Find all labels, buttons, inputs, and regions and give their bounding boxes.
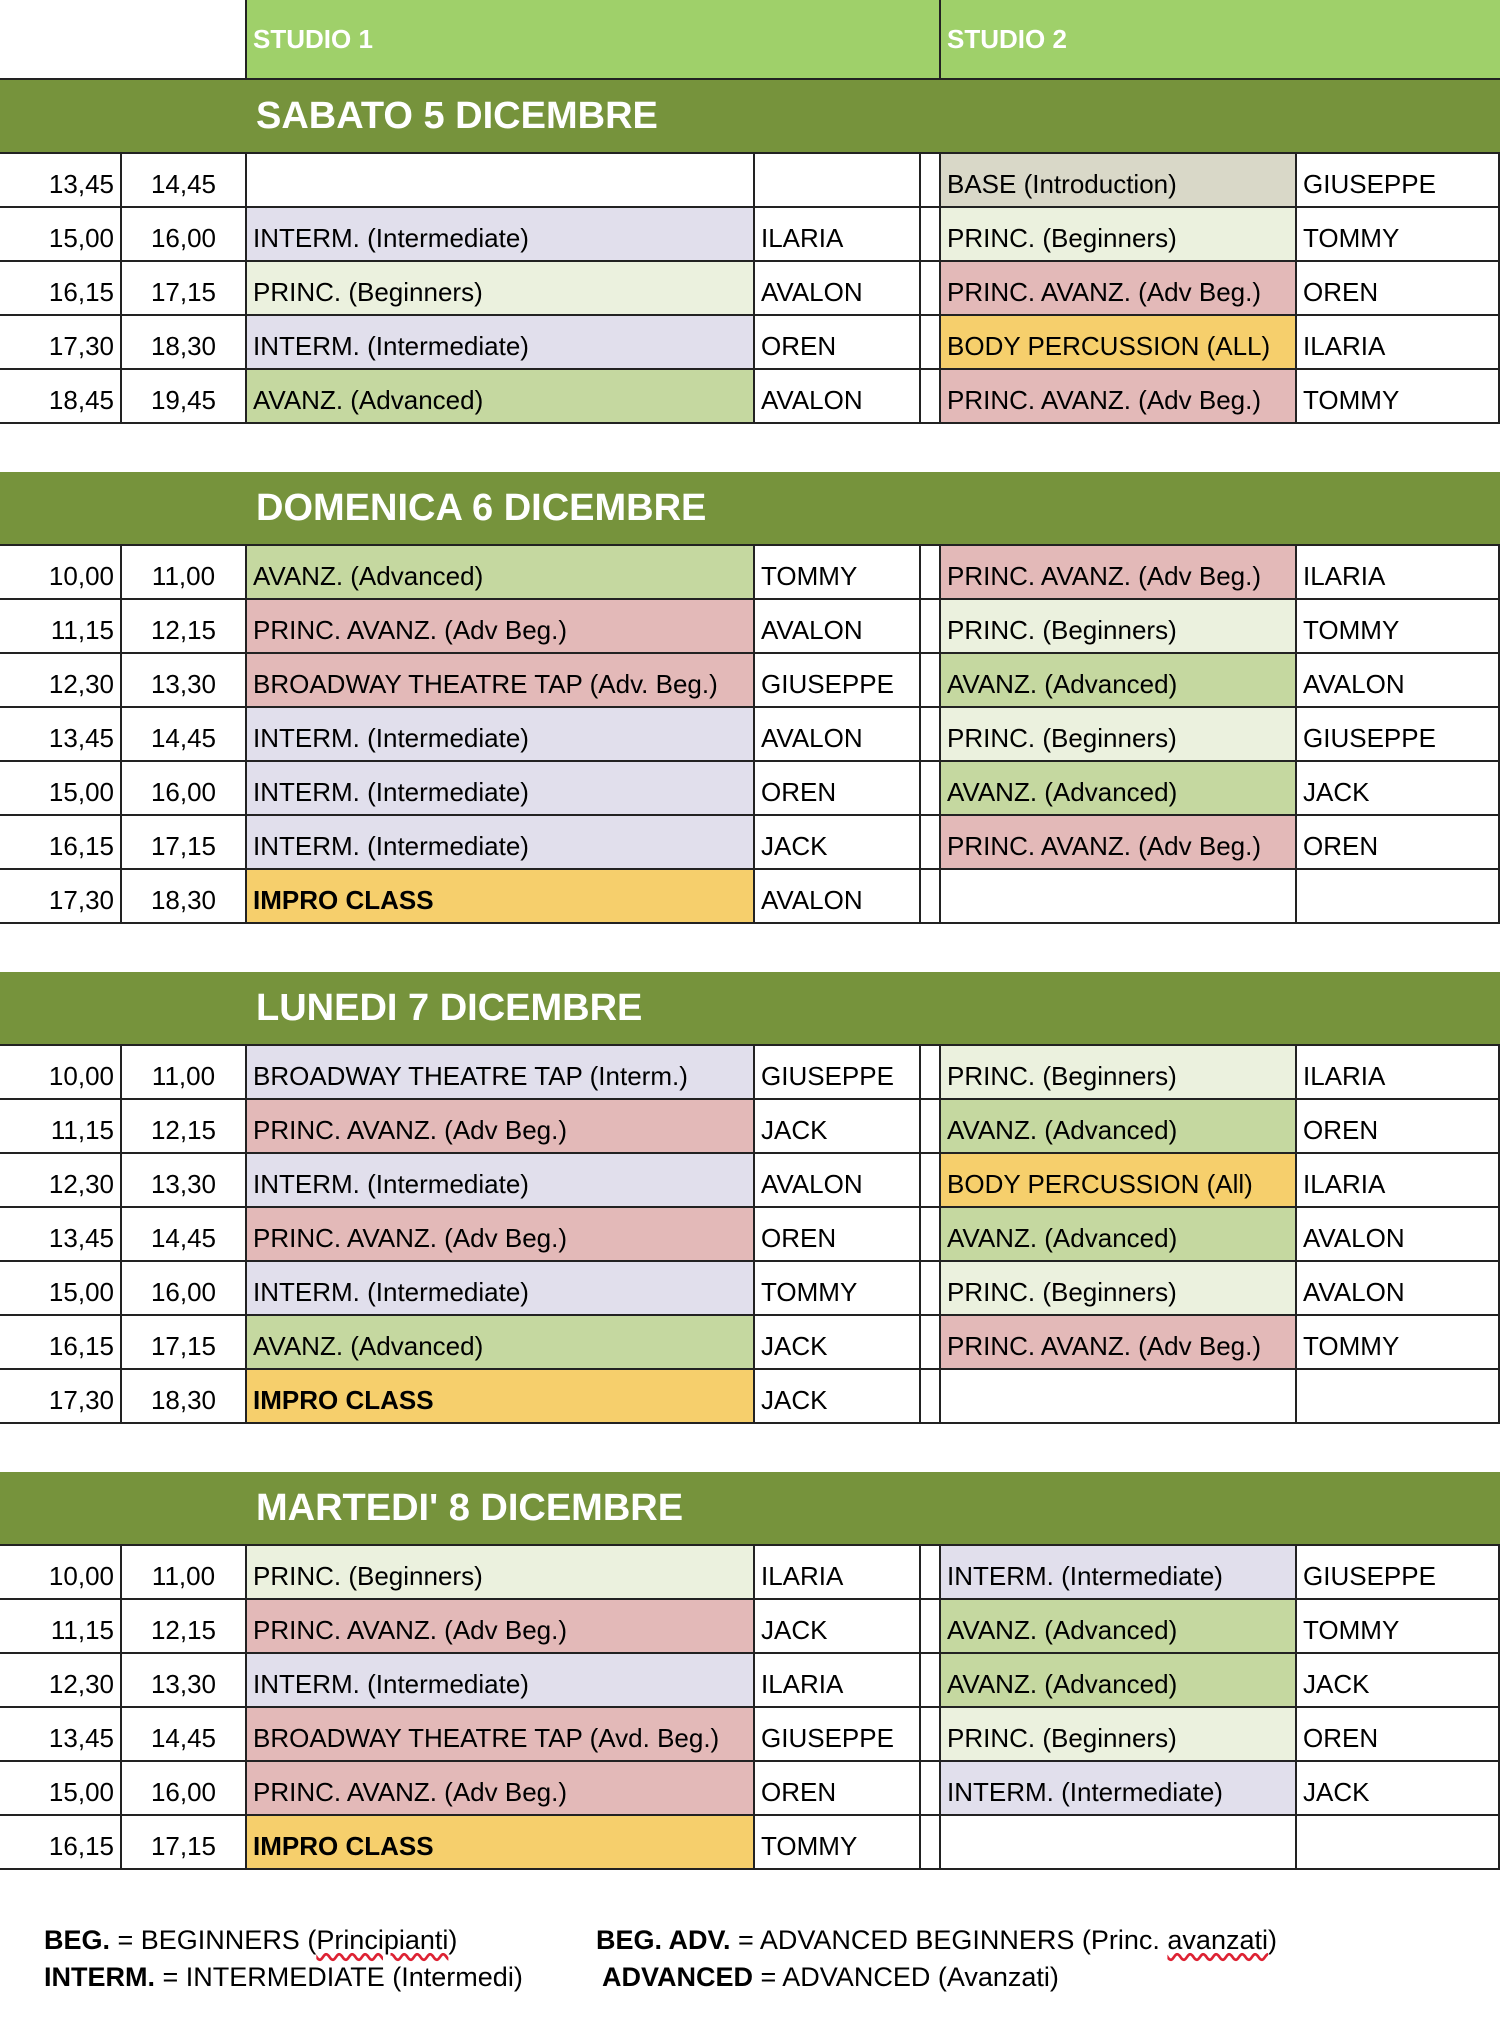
studio-2-header[interactable]: STUDIO 2 <box>941 0 1500 80</box>
end-time-cell[interactable]: 18,30 <box>122 1370 247 1424</box>
end-time-cell[interactable]: 17,15 <box>122 1816 247 1870</box>
end-time-cell[interactable]: 12,15 <box>122 1600 247 1654</box>
studio-1-teacher-cell[interactable] <box>755 154 921 208</box>
legend-beg-text: = BEGINNERS ( <box>110 1925 317 1955</box>
start-time-cell[interactable]: 16,15 <box>0 816 122 870</box>
table-row <box>0 1546 1500 1600</box>
studio-1-class-cell[interactable]: INTERM. (Intermediate) <box>247 708 755 762</box>
day-header: LUNEDI 7 DICEMBRE <box>0 972 1500 1046</box>
studio-1-teacher-cell[interactable]: AVALON <box>755 262 921 316</box>
studio-2-teacher-cell[interactable]: OREN <box>1297 262 1500 316</box>
studio-2-class-cell[interactable]: AVANZ. (Advanced) <box>941 762 1297 816</box>
end-time-cell[interactable]: 13,30 <box>122 654 247 708</box>
legend-adv-beg-close: ) <box>1267 1925 1277 1955</box>
studio-2-class-cell[interactable] <box>941 870 1297 924</box>
studio-1-class-cell[interactable]: BROADWAY THEATRE TAP (Adv. Beg.) <box>247 654 755 708</box>
empty-row <box>0 1424 1500 1472</box>
table-row <box>0 316 1500 370</box>
studio-2-teacher-cell[interactable]: OREN <box>1297 816 1500 870</box>
gap-cell[interactable] <box>921 1816 941 1870</box>
end-time-cell[interactable]: 13,30 <box>122 1654 247 1708</box>
studio-1-class-cell[interactable] <box>247 154 755 208</box>
studio-2-teacher-cell[interactable]: TOMMY <box>1297 370 1500 424</box>
end-time-cell[interactable]: 13,30 <box>122 1154 247 1208</box>
legend-beg-close: ) <box>448 1925 458 1955</box>
table-row <box>0 1316 1500 1370</box>
studio-2-class-cell[interactable]: AVANZ. (Advanced) <box>941 654 1297 708</box>
start-time-cell[interactable]: 12,30 <box>0 1654 122 1708</box>
table-row <box>0 1370 1500 1424</box>
table-row <box>0 1154 1500 1208</box>
day-header: DOMENICA 6 DICEMBRE <box>0 472 1500 546</box>
end-time-cell[interactable]: 12,15 <box>122 1100 247 1154</box>
legend-adv-text: = ADVANCED (Avanzati) <box>753 1962 1059 1992</box>
table-row <box>0 1708 1500 1762</box>
table-row <box>0 1208 1500 1262</box>
gap-cell[interactable] <box>921 1600 941 1654</box>
end-time-cell[interactable]: 14,45 <box>122 1208 247 1262</box>
studio-2-class-cell[interactable]: PRINC. (Beginners) <box>941 1046 1297 1100</box>
studio-1-teacher-cell[interactable]: JACK <box>755 1370 921 1424</box>
studio-1-teacher-cell[interactable]: ILARIA <box>755 1654 921 1708</box>
end-time-cell[interactable]: 16,00 <box>122 1762 247 1816</box>
table-row <box>0 1762 1500 1816</box>
gap-cell[interactable] <box>921 316 941 370</box>
legend-adv-beg-key: BEG. ADV. <box>596 1925 731 1955</box>
studio-1-teacher-cell[interactable]: GIUSEPPE <box>755 1708 921 1762</box>
end-time-cell[interactable]: 11,00 <box>122 546 247 600</box>
end-time-cell[interactable]: 17,15 <box>122 816 247 870</box>
start-time-cell[interactable]: 13,45 <box>0 154 122 208</box>
table-row <box>0 1600 1500 1654</box>
gap-cell[interactable] <box>921 1762 941 1816</box>
table-row <box>0 546 1500 600</box>
start-time-cell[interactable]: 11,15 <box>0 600 122 654</box>
start-time-cell[interactable]: 13,45 <box>0 708 122 762</box>
studio-1-teacher-cell[interactable]: GIUSEPPE <box>755 1046 921 1100</box>
gap-cell[interactable] <box>921 154 941 208</box>
studio-1-class-cell[interactable]: AVANZ. (Advanced) <box>247 1316 755 1370</box>
studio-1-teacher-cell[interactable]: TOMMY <box>755 1262 921 1316</box>
start-time-cell[interactable]: 11,15 <box>0 1100 122 1154</box>
start-time-cell[interactable]: 17,30 <box>0 1370 122 1424</box>
table-row <box>0 708 1500 762</box>
gap-cell[interactable] <box>921 1262 941 1316</box>
start-time-cell[interactable]: 12,30 <box>0 654 122 708</box>
legend-interm-key: INTERM. <box>44 1962 155 1992</box>
studio-1-class-cell[interactable]: INTERM. (Intermediate) <box>247 316 755 370</box>
gap-cell[interactable] <box>921 546 941 600</box>
studio-1-teacher-cell[interactable]: ILARIA <box>755 208 921 262</box>
studio-1-teacher-cell[interactable]: OREN <box>755 762 921 816</box>
studio-2-class-cell[interactable]: PRINC. (Beginners) <box>941 708 1297 762</box>
studio-2-class-cell[interactable]: INTERM. (Intermediate) <box>941 1762 1297 1816</box>
table-row <box>0 370 1500 424</box>
end-time-cell[interactable]: 16,00 <box>122 208 247 262</box>
studio-1-class-cell[interactable]: PRINC. (Beginners) <box>247 1546 755 1600</box>
day-header: SABATO 5 DICEMBRE <box>0 80 1500 154</box>
gap-cell[interactable] <box>921 1316 941 1370</box>
studio-2-teacher-cell[interactable]: JACK <box>1297 1762 1500 1816</box>
studio-1-class-cell[interactable]: AVANZ. (Advanced) <box>247 370 755 424</box>
gap-cell[interactable] <box>921 1208 941 1262</box>
studio-1-class-cell[interactable]: INTERM. (Intermediate) <box>247 1262 755 1316</box>
studio-1-teacher-cell[interactable]: JACK <box>755 1316 921 1370</box>
studio-1-class-cell[interactable]: PRINC. (Beginners) <box>247 262 755 316</box>
studio-2-teacher-cell[interactable]: ILARIA <box>1297 1154 1500 1208</box>
studio-2-class-cell[interactable]: AVANZ. (Advanced) <box>941 1100 1297 1154</box>
studio-2-teacher-cell[interactable]: GIUSEPPE <box>1297 154 1500 208</box>
studio-1-class-cell[interactable]: AVANZ. (Advanced) <box>247 546 755 600</box>
studio-1-teacher-cell[interactable]: OREN <box>755 316 921 370</box>
empty-row <box>0 424 1500 472</box>
legend-beg-italian: Principianti <box>316 1925 449 1955</box>
studio-1-header[interactable]: STUDIO 1 <box>247 0 941 80</box>
studio-1-teacher-cell[interactable]: AVALON <box>755 1154 921 1208</box>
gap-cell[interactable] <box>921 762 941 816</box>
studio-2-class-cell[interactable]: PRINC. (Beginners) <box>941 1262 1297 1316</box>
start-time-cell[interactable]: 17,30 <box>0 316 122 370</box>
start-time-cell[interactable]: 16,15 <box>0 1816 122 1870</box>
studio-2-class-cell[interactable] <box>941 1370 1297 1424</box>
studio-1-teacher-cell[interactable]: AVALON <box>755 708 921 762</box>
end-time-cell[interactable]: 18,30 <box>122 316 247 370</box>
studio-2-teacher-cell[interactable]: TOMMY <box>1297 208 1500 262</box>
studio-1-class-cell[interactable]: BROADWAY THEATRE TAP (Avd. Beg.) <box>247 1708 755 1762</box>
start-time-cell[interactable]: 13,45 <box>0 1708 122 1762</box>
studio-2-class-cell[interactable]: AVANZ. (Advanced) <box>941 1600 1297 1654</box>
legend-intermediate <box>44 1962 523 1993</box>
studio-2-class-cell[interactable]: PRINC. AVANZ. (Adv Beg.) <box>941 370 1297 424</box>
table-row <box>0 762 1500 816</box>
gap-cell[interactable] <box>921 208 941 262</box>
studio-1-teacher-cell[interactable]: TOMMY <box>755 546 921 600</box>
table-row <box>0 870 1500 924</box>
legend-beginners <box>44 1925 457 1956</box>
studio-2-class-cell[interactable]: PRINC. (Beginners) <box>941 208 1297 262</box>
gap-cell[interactable] <box>921 1708 941 1762</box>
studio-2-teacher-cell[interactable]: ILARIA <box>1297 546 1500 600</box>
studio-2-teacher-cell[interactable]: GIUSEPPE <box>1297 708 1500 762</box>
end-time-cell[interactable]: 16,00 <box>122 1262 247 1316</box>
gap-cell[interactable] <box>921 1370 941 1424</box>
table-row <box>0 1262 1500 1316</box>
table-row <box>0 1100 1500 1154</box>
studio-2-teacher-cell[interactable]: AVALON <box>1297 1208 1500 1262</box>
table-row <box>0 1046 1500 1100</box>
start-time-cell[interactable]: 12,30 <box>0 1154 122 1208</box>
gap-cell[interactable] <box>921 816 941 870</box>
table-row <box>0 1654 1500 1708</box>
studio-2-teacher-cell[interactable]: ILARIA <box>1297 1046 1500 1100</box>
start-time-cell[interactable]: 13,45 <box>0 1208 122 1262</box>
studio-2-teacher-cell[interactable]: TOMMY <box>1297 1316 1500 1370</box>
table-row <box>0 600 1500 654</box>
studio-header-row <box>0 0 1500 80</box>
end-time-cell[interactable]: 16,00 <box>122 762 247 816</box>
studio-2-teacher-cell[interactable]: JACK <box>1297 762 1500 816</box>
gap-cell[interactable] <box>921 1046 941 1100</box>
table-row <box>0 654 1500 708</box>
studio-2-class-cell[interactable]: BODY PERCUSSION (All) <box>941 1154 1297 1208</box>
studio-2-class-cell[interactable]: PRINC. (Beginners) <box>941 600 1297 654</box>
end-time-cell[interactable]: 17,15 <box>122 262 247 316</box>
table-row <box>0 1816 1500 1870</box>
table-row <box>0 262 1500 316</box>
start-time-cell[interactable]: 17,30 <box>0 870 122 924</box>
studio-2-teacher-cell[interactable]: AVALON <box>1297 1262 1500 1316</box>
studio-1-teacher-cell[interactable]: TOMMY <box>755 1816 921 1870</box>
start-time-cell[interactable]: 11,15 <box>0 1600 122 1654</box>
studio-2-teacher-cell[interactable]: OREN <box>1297 1100 1500 1154</box>
studio-2-teacher-cell[interactable]: TOMMY <box>1297 1600 1500 1654</box>
studio-2-class-cell[interactable]: AVANZ. (Advanced) <box>941 1654 1297 1708</box>
studio-1-class-cell[interactable]: INTERM. (Intermediate) <box>247 762 755 816</box>
table-row <box>0 154 1500 208</box>
studio-2-class-cell[interactable]: BODY PERCUSSION (ALL) <box>941 316 1297 370</box>
legend-beg-key: BEG. <box>44 1925 111 1955</box>
studio-2-class-cell[interactable]: PRINC. AVANZ. (Adv Beg.) <box>941 262 1297 316</box>
start-time-cell[interactable]: 15,00 <box>0 1262 122 1316</box>
studio-1-teacher-cell[interactable]: OREN <box>755 1208 921 1262</box>
gap-cell[interactable] <box>921 1154 941 1208</box>
studio-2-teacher-cell[interactable]: JACK <box>1297 1654 1500 1708</box>
studio-1-teacher-cell[interactable]: JACK <box>755 1100 921 1154</box>
table-row <box>0 816 1500 870</box>
start-time-cell[interactable]: 16,15 <box>0 262 122 316</box>
studio-2-teacher-cell[interactable]: GIUSEPPE <box>1297 1546 1500 1600</box>
gap-cell[interactable] <box>921 1546 941 1600</box>
studio-1-class-cell[interactable]: PRINC. AVANZ. (Adv Beg.) <box>247 1100 755 1154</box>
start-time-cell[interactable]: 16,15 <box>0 1316 122 1370</box>
studio-1-class-cell[interactable]: PRINC. AVANZ. (Adv Beg.) <box>247 1208 755 1262</box>
studio-1-class-cell[interactable]: INTERM. (Intermediate) <box>247 1654 755 1708</box>
studio-2-class-cell[interactable] <box>941 1816 1297 1870</box>
end-time-cell[interactable]: 14,45 <box>122 154 247 208</box>
start-time-cell[interactable]: 10,00 <box>0 1046 122 1100</box>
header-blank-cell[interactable] <box>0 0 247 80</box>
gap-cell[interactable] <box>921 654 941 708</box>
studio-1-class-cell[interactable]: BROADWAY THEATRE TAP (Interm.) <box>247 1046 755 1100</box>
studio-1-class-cell[interactable]: PRINC. AVANZ. (Adv Beg.) <box>247 1600 755 1654</box>
gap-cell[interactable] <box>921 370 941 424</box>
start-time-cell[interactable]: 10,00 <box>0 1546 122 1600</box>
studio-2-teacher-cell[interactable] <box>1297 870 1500 924</box>
studio-1-class-cell[interactable]: PRINC. AVANZ. (Adv Beg.) <box>247 1762 755 1816</box>
table-row <box>0 208 1500 262</box>
end-time-cell[interactable]: 19,45 <box>122 370 247 424</box>
studio-1-teacher-cell[interactable]: JACK <box>755 1600 921 1654</box>
studio-2-teacher-cell[interactable]: ILARIA <box>1297 316 1500 370</box>
studio-2-class-cell[interactable]: PRINC. AVANZ. (Adv Beg.) <box>941 816 1297 870</box>
studio-1-teacher-cell[interactable]: AVALON <box>755 600 921 654</box>
studio-2-class-cell[interactable]: PRINC. AVANZ. (Adv Beg.) <box>941 546 1297 600</box>
studio-1-teacher-cell[interactable]: JACK <box>755 816 921 870</box>
legend-adv-key: ADVANCED <box>602 1962 754 1992</box>
end-time-cell[interactable]: 14,45 <box>122 708 247 762</box>
studio-2-class-cell[interactable]: PRINC. AVANZ. (Adv Beg.) <box>941 1316 1297 1370</box>
studio-1-class-cell[interactable]: IMPRO CLASS <box>247 1370 755 1424</box>
end-time-cell[interactable]: 11,00 <box>122 1546 247 1600</box>
end-time-cell[interactable]: 17,15 <box>122 1316 247 1370</box>
legend-adv-beg-text: = ADVANCED BEGINNERS (Princ. <box>730 1925 1168 1955</box>
empty-row <box>0 924 1500 972</box>
studio-2-teacher-cell[interactable] <box>1297 1816 1500 1870</box>
gap-cell[interactable] <box>921 1654 941 1708</box>
studio-1-teacher-cell[interactable]: AVALON <box>755 370 921 424</box>
gap-cell[interactable] <box>921 708 941 762</box>
start-time-cell[interactable]: 15,00 <box>0 208 122 262</box>
studio-1-class-cell[interactable]: INTERM. (Intermediate) <box>247 208 755 262</box>
studio-1-class-cell[interactable]: IMPRO CLASS <box>247 870 755 924</box>
start-time-cell[interactable]: 18,45 <box>0 370 122 424</box>
studio-2-teacher-cell[interactable]: TOMMY <box>1297 600 1500 654</box>
gap-cell[interactable] <box>921 600 941 654</box>
gap-cell[interactable] <box>921 262 941 316</box>
legend-advanced <box>602 1962 1059 1993</box>
studio-1-class-cell[interactable]: IMPRO CLASS <box>247 1816 755 1870</box>
studio-2-teacher-cell[interactable]: OREN <box>1297 1708 1500 1762</box>
end-time-cell[interactable]: 18,30 <box>122 870 247 924</box>
end-time-cell[interactable]: 11,00 <box>122 1046 247 1100</box>
studio-1-teacher-cell[interactable]: GIUSEPPE <box>755 654 921 708</box>
gap-cell[interactable] <box>921 870 941 924</box>
gap-cell[interactable] <box>921 1100 941 1154</box>
studio-2-class-cell[interactable]: PRINC. (Beginners) <box>941 1708 1297 1762</box>
studio-2-class-cell[interactable]: BASE (Introduction) <box>941 154 1297 208</box>
day-header: MARTEDI' 8 DICEMBRE <box>0 1472 1500 1546</box>
start-time-cell[interactable]: 10,00 <box>0 546 122 600</box>
studio-2-teacher-cell[interactable]: AVALON <box>1297 654 1500 708</box>
studio-1-teacher-cell[interactable]: AVALON <box>755 870 921 924</box>
studio-2-teacher-cell[interactable] <box>1297 1370 1500 1424</box>
studio-2-class-cell[interactable]: INTERM. (Intermediate) <box>941 1546 1297 1600</box>
studio-1-teacher-cell[interactable]: ILARIA <box>755 1546 921 1600</box>
studio-1-teacher-cell[interactable]: OREN <box>755 1762 921 1816</box>
studio-1-class-cell[interactable]: INTERM. (Intermediate) <box>247 816 755 870</box>
start-time-cell[interactable]: 15,00 <box>0 762 122 816</box>
studio-1-class-cell[interactable]: INTERM. (Intermediate) <box>247 1154 755 1208</box>
end-time-cell[interactable]: 14,45 <box>122 1708 247 1762</box>
start-time-cell[interactable]: 15,00 <box>0 1762 122 1816</box>
legend-interm-text: = INTERMEDIATE (Intermedi) <box>155 1962 523 1992</box>
legend-adv-beg-italian: avanzati <box>1167 1925 1268 1955</box>
studio-2-class-cell[interactable]: AVANZ. (Advanced) <box>941 1208 1297 1262</box>
legend-advanced-beginners <box>596 1925 1277 1956</box>
end-time-cell[interactable]: 12,15 <box>122 600 247 654</box>
studio-1-class-cell[interactable]: PRINC. AVANZ. (Adv Beg.) <box>247 600 755 654</box>
